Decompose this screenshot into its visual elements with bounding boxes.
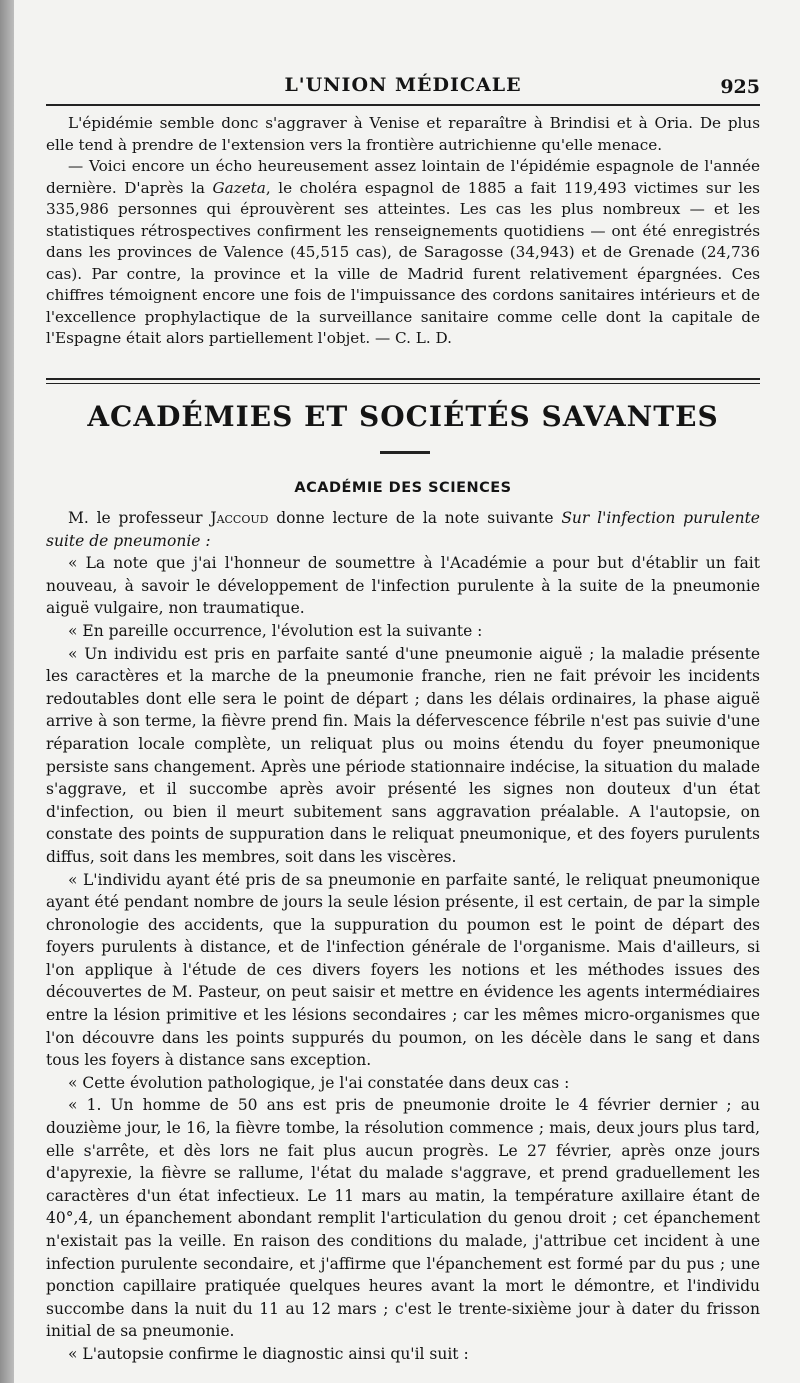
- text-run: , le choléra espagnol de 1885 a fait 119,493 victimes sur les 335,986 personnes qui éprouvèrent ses atteintes. Les cas les plus nombreux — et les statistiques rétrospectives confirment les renseignements quotidiens — ont été enregistrés dans les provinces de Valence (45,515 cas), de Saragosse (34,943) et de Grenade (24,736 cas). Par contre, la province et la ville de Madrid furent relativement épargnées. Ces chiffres témoignent encore une fois de l'impuissance des cordons sanitaires intérieurs et de l'excellence prophylactique de la surveillance sanitaire comme celle dont la capitale de l'Espagne était alors partiellement l'objet. — C. L. D.: [46, 178, 760, 347]
- paragraph: « L'autopsie confirme le diagnostic ainsi qu'il suit :: [68, 1344, 469, 1363]
- subsection-title: ACADÉMIE DES SCIENCES: [294, 480, 512, 496]
- section-divider-thick: [46, 378, 760, 380]
- page-header: [46, 74, 760, 104]
- title-underline: [380, 451, 430, 454]
- text-run: donne lecture de la note suivante: [268, 509, 562, 527]
- running-title: L'UNION MÉDICALE: [284, 74, 522, 96]
- section-divider-thin: [46, 383, 760, 384]
- text-run: M. le professeur: [68, 509, 211, 527]
- paragraph: [46, 156, 760, 350]
- note-title: Sur l'infection purulente suite de pneumonie :: [46, 509, 760, 550]
- paragraph: « 1. Un homme de 50 ans est pris de pneumonie droite le 4 février dernier ; au douzième jour, le 16, la fièvre tombe, la résolution commence ; mais, deux jours plus tard, elle s'arrête, et dès lors ne fait plus aucun progrès. Le 27 février, après onze jours d'apyrexie, la fièvre se rallume, l'état du malade s'aggrave, et prend graduellement les caractères d'un état infectieux. Le 11 mars au matin, la température axillaire étant de 40°,4, un épanchement abondant remplit l'articulation du genou droit ; cet épanchement n'existait pas la veille. En raison des conditions du malade, j'attribue cet incident à une infection purulente secondaire, et j'affirme que l'épanchement est formé par du pus ; une ponction capillaire pratiquée quelques heures avant la mort le démontre, et l'individu succombe dans la nuit du 11 au 12 mars ; c'est le trente-sixième jour à dater du frisson initial de sa pneumonie.: [46, 1096, 760, 1341]
- paragraph: « Un individu est pris en parfaite santé d'une pneumonie aiguë ; la maladie présente les caractères et la marche de la pneumonie franche, rien ne fait prévoir les incidents redoutables dont elle sera le point de départ ; dans les délais ordinaires, la phase aiguë arrive à son terme, la fièvre prend fin. Mais la défervescence fébrile n'est pas suivie d'une réparation locale complète, un reliquat plus ou moins étendu du foyer pneumonique persiste sans changement. Après une période stationnaire indécise, la situation du malade s'aggrave, et il succombe après avoir présenté les signes non douteux d'un état d'infection, ou bien il meurt subitement sans aggravation préalable. A l'autopsie, on constate des points de suppuration dans le reliquat pneumonique, et des foyers purulents diffus, soit dans les membres, soit dans les viscères.: [46, 644, 760, 866]
- intro-paragraph: [46, 507, 760, 552]
- paragraph: L'épidémie semble donc s'aggraver à Venise et reparaître à Brindisi et à Oria. De plus elle tend à prendre de l'extension vers la frontière autrichienne qu'elle menace.: [46, 114, 760, 154]
- paragraph: « L'individu ayant été pris de sa pneumonie en parfaite santé, le reliquat pneumonique ayant été pendant nombre de jours la seule lésion présente, il est certain, de par la simple chronologie des accidents, que la suppuration du poumon est le point de départ des foyers purulents à distance, et de l'infection générale de l'organisme. Mais d'ailleurs, si l'on applique à l'étude de ces divers foyers les notions et les méthodes issues des découvertes de M. Pasteur, on peut saisir et mettre en évidence les agents intermédiaires entre la lésion primitive et les lésions secondaires ; car les mêmes micro-organismes que l'on découvre dans les points suppurés du poumon, on les décèle dans le sang et dans tous les foyers à distance sans exception.: [46, 870, 760, 1070]
- epidemic-news-block: [46, 113, 760, 350]
- section-title: ACADÉMIES ET SOCIÉTÉS SAVANTES: [87, 400, 719, 433]
- paragraph: « Cette évolution pathologique, je l'ai constatée dans deux cas :: [68, 1073, 570, 1092]
- paragraph: « En pareille occurrence, l'évolution est la suivante :: [68, 621, 483, 640]
- book-spine-shadow: [0, 0, 14, 1383]
- text-run: — Voici encore un écho heureusement assez lointain de l'épidémie espagnole de l'année dernière. D'après la: [46, 157, 760, 197]
- page-number: 925: [720, 76, 760, 98]
- paragraph: « La note que j'ai l'honneur de soumettre à l'Académie a pour but d'établir un fait nouveau, à savoir le développement de l'infection purulente à la suite de la pneumonie aiguë vulgaire, non traumatique.: [46, 554, 760, 618]
- academie-note-block: [46, 507, 760, 1366]
- header-rule: [46, 104, 760, 106]
- newspaper-name: Gazeta: [212, 178, 266, 197]
- author-name: Jaccoud: [210, 509, 269, 527]
